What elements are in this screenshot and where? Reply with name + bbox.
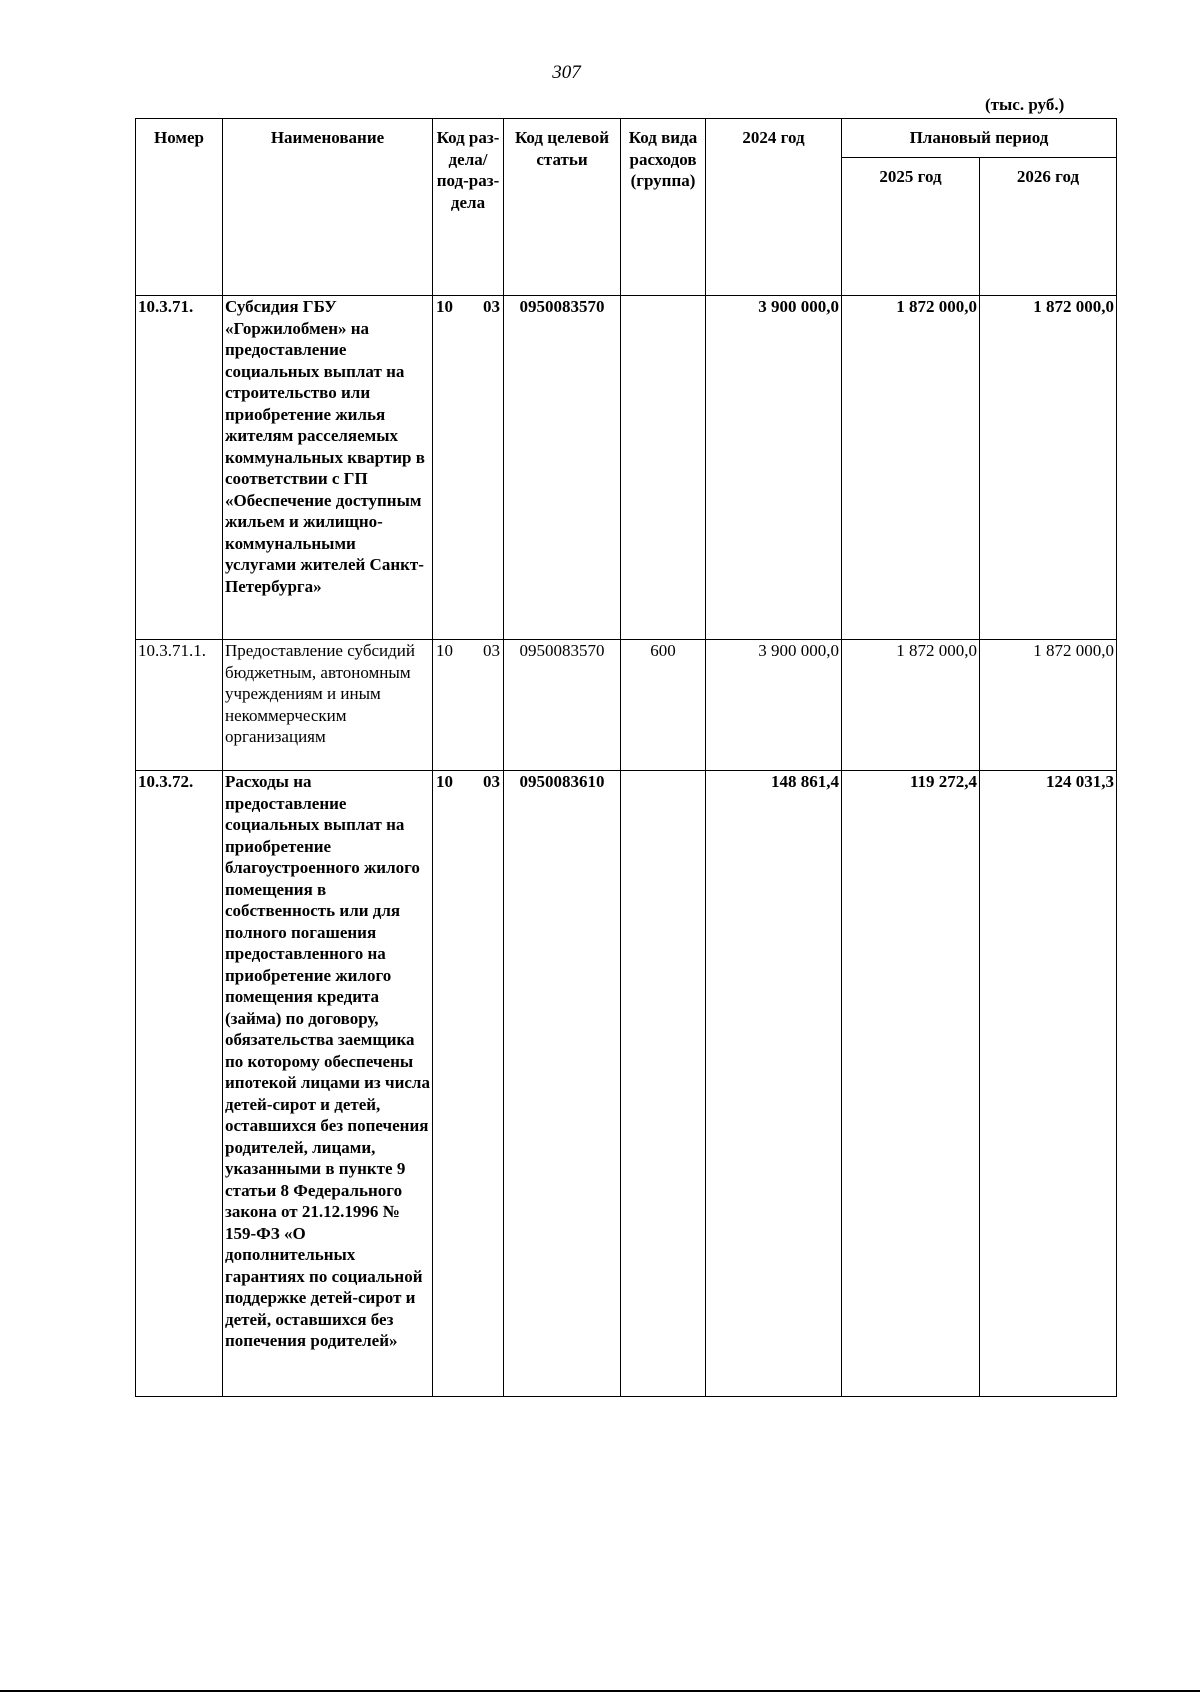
- page-bottom-rule: [0, 1690, 1200, 1692]
- units-label: (тыс. руб.): [985, 95, 1065, 114]
- row-section: 10: [436, 297, 453, 316]
- row-value-2026: 1 872 000,0: [980, 296, 1117, 640]
- row-value-2024: 3 900 000,0: [706, 296, 842, 640]
- row-value-2026: 124 031,3: [980, 771, 1117, 1397]
- row-value-2025: 1 872 000,0: [842, 640, 980, 771]
- header-year-2025: 2025 год: [842, 158, 980, 296]
- header-year-2026: 2026 год: [980, 158, 1117, 296]
- row-subsection: 03: [483, 641, 500, 660]
- budget-table: [135, 118, 1117, 1397]
- header-planned-period: Плановый период: [842, 119, 1117, 158]
- row-section-code: [433, 640, 504, 771]
- header-section-code: Код раз-дела/ под-раз-дела: [433, 119, 504, 296]
- row-target-code: 0950083610: [504, 771, 621, 1397]
- row-expense-type: [621, 296, 706, 640]
- row-value-2024: 148 861,4: [706, 771, 842, 1397]
- row-target-code: 0950083570: [504, 640, 621, 771]
- header-row-1: [136, 119, 1117, 158]
- row-target-code: 0950083570: [504, 296, 621, 640]
- row-value-2025: 119 272,4: [842, 771, 980, 1397]
- row-subsection: 03: [483, 297, 500, 316]
- header-target-code: Код целевой статьи: [504, 119, 621, 296]
- row-expense-type: [621, 771, 706, 1397]
- row-section: 10: [436, 641, 453, 660]
- table-row: [136, 296, 1117, 640]
- table-row: [136, 771, 1117, 1397]
- page-number: 307: [552, 62, 581, 83]
- row-value-2026: 1 872 000,0: [980, 640, 1117, 771]
- row-section: 10: [436, 772, 453, 791]
- row-number: 10.3.72.: [136, 771, 223, 1397]
- header-number: Номер: [136, 119, 223, 296]
- row-value-2025: 1 872 000,0: [842, 296, 980, 640]
- header-name: Наименование: [223, 119, 433, 296]
- row-section-code: [433, 296, 504, 640]
- row-section-code: [433, 771, 504, 1397]
- row-expense-type: 600: [621, 640, 706, 771]
- header-expense-type: Код вида расходов (группа): [621, 119, 706, 296]
- row-name: Субсидия ГБУ «Горжилобмен» на предоставление социальных выплат на строительство или приобретение жилья жителям расселяемых коммунальных квартир в соответствии с ГП «Обеспечение доступным жильем и жилищно-коммунальными услугами жителей Санкт-Петербурга»: [223, 296, 433, 640]
- row-number: 10.3.71.1.: [136, 640, 223, 771]
- header-year-2024: 2024 год: [706, 119, 842, 296]
- table-row: [136, 640, 1117, 771]
- row-number: 10.3.71.: [136, 296, 223, 640]
- row-subsection: 03: [483, 772, 500, 791]
- row-name: Предоставление субсидий бюджетным, автономным учреждениям и иным некоммерческим организациям: [223, 640, 433, 771]
- row-value-2024: 3 900 000,0: [706, 640, 842, 771]
- row-name: Расходы на предоставление социальных выплат на приобретение благоустроенного жилого помещения в собственность или для полного погашения предоставленного на приобретение жилого помещения кредита (займа) по договору, обязательства заемщика по которому обеспечены ипотекой лицами из числа детей-сирот и детей, оставшихся без попечения родителей, лицами, указанными в пункте 9 статьи 8 Федерального закона от 21.12.1996 № 159-ФЗ «О дополнительных гарантиях по социальной поддержке детей-сирот и детей, оставшихся без попечения родителей»: [223, 771, 433, 1397]
